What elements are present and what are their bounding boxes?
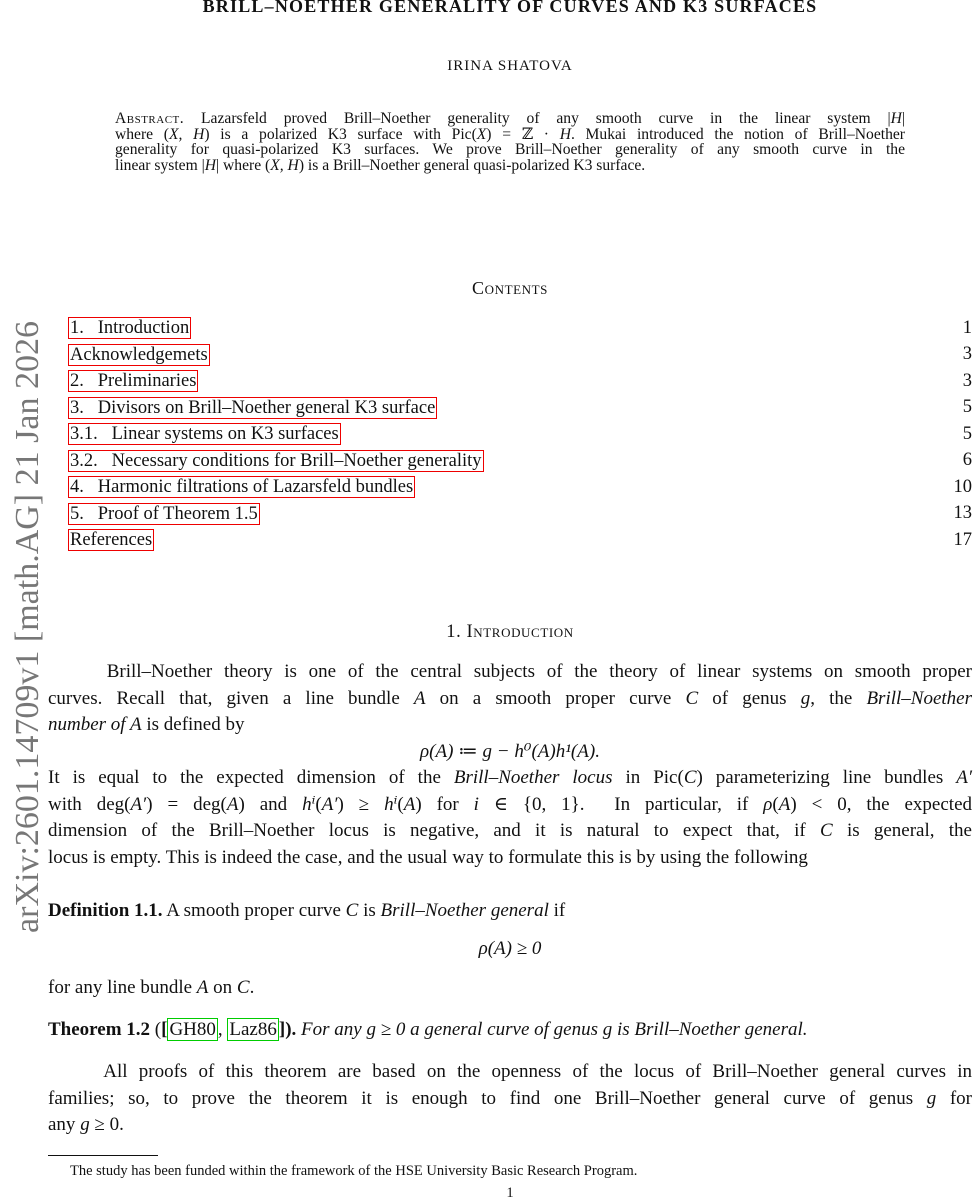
text-span: Brill–Noether theory is one of the central subjects of the theory of linear systems on smooth proper [48,661,972,682]
text-line [115,139,905,159]
text-span: for [936,1087,972,1109]
text-span: H [890,110,902,127]
text-line [48,845,972,872]
text-span: linear system | [115,156,205,174]
toc-link[interactable]: References [70,530,153,551]
text-span: hⁱ [384,793,398,815]
text-span: Lazarsfeld proved Brill–Noether generality of any smooth curve in the linear system | [184,110,891,127]
text-span: ). [285,1019,302,1040]
text-span: A [413,687,426,709]
text-line [48,898,972,925]
text-span: For any g ≥ 0 a general curve of genus g is Brill–Noether general. [301,1019,808,1040]
text-span: on [208,977,237,998]
text-span: ( [397,793,404,815]
author: IRINA SHATOVA [447,58,573,74]
text-span: any [48,1114,81,1135]
contents-heading: Contents [471,278,549,298]
text-span: ) is a Brill–Noether general quasi-polarized K3 surface. [298,156,646,174]
toc-page-number: 5 [962,397,972,418]
paragraph [48,975,972,1002]
paper-title: BRILL–NOETHER GENERALITY OF CURVES AND K3 SURFACES [202,0,818,16]
text-span: A′ [321,793,338,815]
page-number: 1 [506,1185,514,1201]
footnote-rule [48,1155,158,1156]
text-span: g [80,1114,90,1135]
text-span: g [926,1087,937,1109]
toc-entry[interactable] [68,474,972,501]
toc-page-number: 13 [953,503,972,524]
toc-page-number: 17 [953,529,972,550]
toc-entry[interactable] [68,315,972,342]
paragraph [48,1059,972,1139]
text-span: hⁱ [302,793,316,815]
text-span: number of A [48,714,142,735]
toc-link[interactable]: 2. Preliminaries [70,371,197,392]
text-span: X [476,125,487,143]
section-heading-introduction: 1. Introduction [446,622,574,642]
text-span: is general, the [832,820,972,841]
text-span: in Pic( [612,767,684,788]
text-span: if [548,900,566,921]
text-line [48,1059,972,1086]
toc-page-number: 5 [962,423,972,444]
text-span: on a smooth proper curve [425,687,686,709]
citation-link[interactable]: Laz86 [229,1019,277,1040]
text-span: , the [810,687,867,709]
text-line [48,659,972,686]
text-span: ) and [238,793,303,815]
text-span: ( [150,1019,162,1040]
text-span: C [685,687,699,709]
toc-entry[interactable] [68,421,972,448]
text-span: A′ [956,767,972,788]
toc-entry[interactable] [68,501,972,528]
text-span: C [236,977,250,998]
text-line [48,1112,972,1139]
equation-rho-nonnegative: ρ(A) ≥ 0 [478,938,542,959]
text-span: is defined by [141,714,245,735]
text-span: Brill–Noether general [380,900,549,921]
toc-link[interactable]: 3. Divisors on Brill–Noether general K3 surface [70,397,436,418]
text-line [115,108,905,127]
equation-brill-noether-number: ρ(A) ≔ g − h⁰(A)h¹(A). [420,741,600,762]
text-span: X, H [270,156,299,174]
text-span: C [683,767,697,788]
text-line [48,975,972,1002]
text-span: H [559,125,571,143]
text-line [48,686,972,713]
toc-link[interactable]: 3.2. Necessary conditions for Brill–Noether generality [70,450,482,471]
text-span: curves. Recall that, given a line bundle [48,687,414,709]
toc-entry[interactable] [68,395,972,422]
text-line [115,124,905,143]
text-span: generality for quasi-polarized K3 surfaces. We prove Brill–Noether generality of any smooth curve in the [115,141,905,159]
citation-link[interactable]: GH80 [169,1019,216,1040]
text-span: where ( [115,125,169,143]
text-span: families; so, to prove the theorem it is enough to find one Brill–Noether general curve of genus [48,1087,927,1109]
toc-page-number: 1 [962,317,972,338]
text-line [48,1017,972,1044]
text-span: of genus [698,687,801,709]
footnote: The study has been funded within the framework of the HSE University Basic Research Program. [70,1163,638,1179]
text-span: ∈ {0, 1}. In particular, if [478,793,764,815]
text-span: ] [278,1019,286,1040]
toc-link[interactable]: 3.1. Linear systems on K3 surfaces [70,424,339,445]
text-span: Definition 1.1. [48,900,163,921]
text-span: H [204,156,216,174]
text-line [48,1086,972,1113]
text-span: for any line bundle [48,977,197,998]
arxiv-identifier: arXiv:2601.14709v1 [math.AG] 21 Jan 2026 [9,321,46,933]
text-span: | where ( [216,156,271,174]
text-span: A smooth proper curve [162,900,346,921]
toc-entry[interactable] [68,527,972,554]
theorem-1-2 [48,1017,972,1044]
text-line [48,712,972,739]
text-span: A [196,977,209,998]
text-line [48,765,972,792]
text-span: , [217,1019,228,1040]
table-of-contents [68,315,972,554]
text-span: A [403,793,416,815]
text-span: X, H [169,125,205,143]
text-span: Brill–Noether locus [453,767,613,788]
text-span: [ [161,1019,168,1040]
text-span: locus is empty. This is indeed the case, and the usual way to formulate this is by using the following [48,846,808,868]
text-span: ) = ℤ · [486,125,560,143]
text-span: ( [315,793,322,815]
toc-page-number: 6 [962,450,972,471]
text-span: ) < 0, the expected [790,793,972,815]
text-span: | [901,110,905,127]
text-span: All proofs of this theorem are based on the openness of the locus of Brill–Noether general curves in [48,1061,972,1082]
toc-page-number: 10 [953,476,972,497]
text-span: C [820,820,833,841]
text-span: Theorem 1.2 [48,1019,151,1040]
toc-link[interactable]: 5. Proof of Theorem 1.5 [70,503,258,524]
text-span: is [358,900,381,921]
toc-link[interactable]: 4. Harmonic filtrations of Lazarsfeld bundles [70,477,414,498]
toc-entry[interactable] [68,448,972,475]
paragraph [48,659,972,739]
toc-entry[interactable] [68,368,972,395]
text-span: C [345,900,359,921]
toc-entry[interactable] [68,342,972,369]
text-span: ) is a polarized K3 surface with Pic( [204,125,477,143]
text-span: ) parameterizing line bundles [696,767,957,788]
text-span: . [249,977,255,998]
text-span: ≥ 0. [89,1114,124,1135]
text-span: ) = deg( [146,793,227,815]
text-span: It is equal to the expected dimension of the [48,767,454,788]
toc-page-number: 3 [962,370,972,391]
text-span: . Mukai introduced the notion of Brill–Noether [570,125,905,143]
text-span: Brill–Noether [866,687,973,709]
text-span: A′ [130,793,147,815]
toc-link[interactable]: 1. Introduction [70,318,190,339]
abstract [115,108,905,174]
text-line [48,792,972,819]
toc-link[interactable]: Acknowledgemets [70,344,208,365]
text-span: with deg( [48,793,131,815]
toc-page-number: 3 [962,344,972,365]
text-span: g [800,687,811,709]
paragraph [48,765,972,871]
text-span: Abstract. [115,110,185,127]
text-span: ρ [763,793,773,815]
definition-1-1 [48,898,972,925]
text-span: A [778,793,791,815]
text-span: ) ≥ [337,793,385,815]
text-span: ) for [415,793,474,815]
text-span: A [226,793,239,815]
text-span: dimension of the Brill–Noether locus is negative, and it is natural to expect that, if [48,820,820,841]
text-span: i [473,793,479,815]
text-span: ( [772,793,779,815]
text-line [48,818,972,845]
